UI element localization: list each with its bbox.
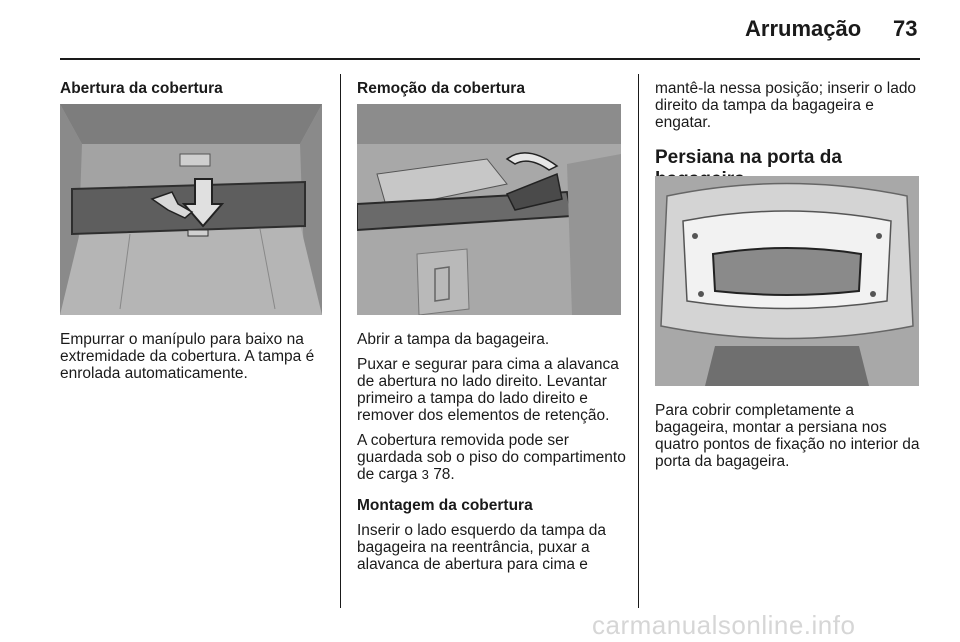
- paragraph-abertura: Empurrar o manípulo para baixo na extremidade da cobertura. A tampa é enrolada automaticamente.: [60, 331, 315, 382]
- column-divider-1: [340, 74, 341, 608]
- watermark: carmanualsonline.info: [592, 610, 856, 640]
- column-2-body: [357, 331, 629, 581]
- paragraph-guardada: [357, 432, 629, 483]
- figure-cargo-cover-removal: [357, 104, 621, 315]
- paragraph-inserir: Inserir o lado esquerdo da tampa da bagageira na reentrância, puxar a alavanca de abertura para cima e: [357, 522, 607, 573]
- figure-cargo-cover-opening: [60, 104, 322, 315]
- subheading-montagem: Montagem da cobertura: [357, 497, 533, 514]
- section-heading-persiana: Persiana na porta da: [655, 147, 842, 168]
- paragraph-mante-la: mantê-la nessa posição; inserir o lado direito da tampa da bagageira e engatar.: [655, 80, 917, 131]
- column-divider-2: [638, 74, 639, 608]
- paragraph-abrir: Abrir a tampa da bagageira.: [357, 331, 550, 348]
- page-reference: 78.: [433, 466, 455, 483]
- page-number: 73: [893, 16, 918, 41]
- column-1-body: [60, 331, 332, 390]
- column-1: [60, 80, 332, 105]
- column-3-body: [655, 402, 927, 478]
- paragraph-para-cobrir: Para cobrir completamente a bagageira, montar a persiana nos quatro pontos de fixação no interior da porta da bagageira.: [655, 402, 920, 470]
- section-heading-abertura: Abertura da cobertura: [60, 80, 223, 97]
- header-rule: [60, 58, 920, 60]
- column-2: [357, 80, 629, 105]
- page-reference-icon: 3: [421, 467, 429, 482]
- paragraph-guardada-text: A cobertura removida pode ser guardada sob o piso do compartimento de carga: [357, 432, 626, 483]
- page-title: Arrumação: [745, 16, 862, 41]
- figure-tailgate-blind: [655, 176, 919, 386]
- paragraph-puxar: Puxar e segurar para cima a alavanca de abertura no lado direito. Levantar primeiro a tampa do lado direito e remover dos elementos de retenção.: [357, 356, 619, 424]
- section-heading-remocao: Remoção da cobertura: [357, 80, 525, 97]
